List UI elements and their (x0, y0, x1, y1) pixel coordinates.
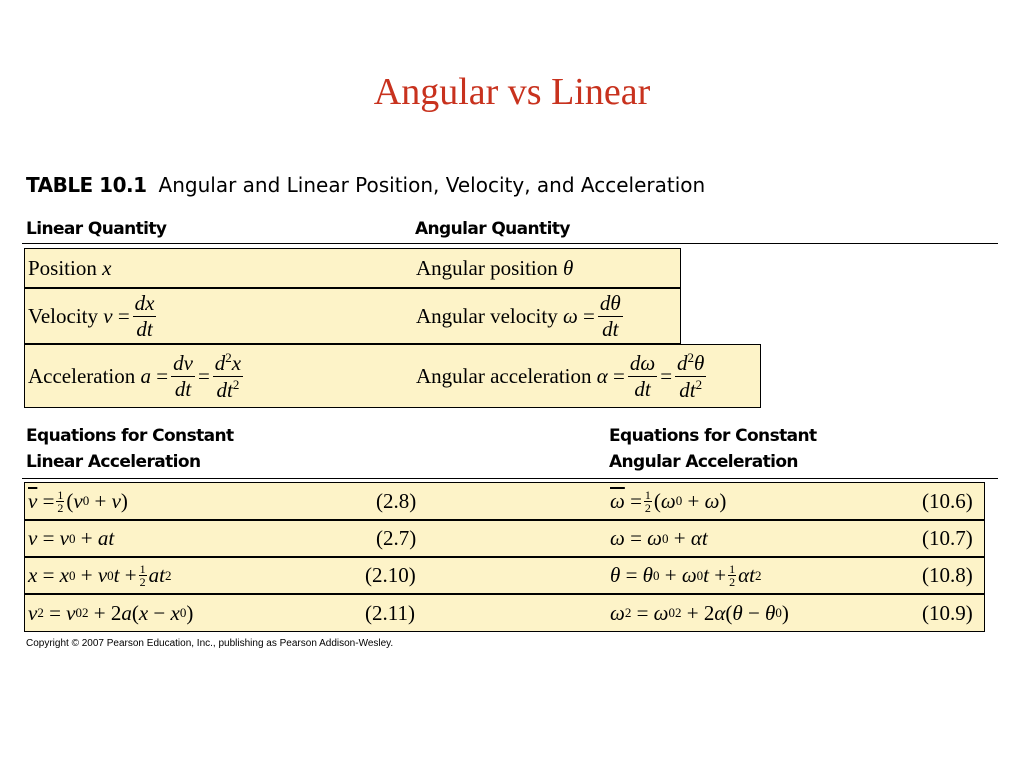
angular-eq-velocity-squared: ω 2 = ω 0 2 + 2 α ( θ − θ 0 ) (610, 600, 789, 625)
equation-row-2 (24, 520, 985, 557)
angular-eq-number: (10.9) (922, 600, 973, 625)
angular-eq-position: θ = θ 0 + ω 0 t + 1 2 αt 2 (610, 562, 762, 589)
linear-eq-average-velocity: $\overline{v}$ = 1 2 ( v 0 + v ) (28, 487, 128, 515)
quantity-row-position (24, 248, 681, 288)
equation-row-1 (24, 482, 985, 520)
linear-eq-velocity: v = v 0 + at (28, 526, 115, 550)
equation-row-4 (24, 594, 985, 632)
table-caption-text: Angular and Linear Position, Velocity, and Acceleration (158, 173, 706, 197)
linear-acceleration-cell: Acceleration a = $\frac{dv}{dt}$ = $\frac{d^2x}{dt^2}$ (28, 350, 242, 402)
angular-eq-number: (10.6) (922, 488, 973, 513)
angular-eq-average-velocity: $\overline{\omega}$ = 1 2 ( ω 0 + ω ) (610, 487, 727, 515)
copyright-notice: Copyright © 2007 Pearson Education, Inc., publishing as Pearson Addison-Wesley. (26, 638, 394, 649)
angular-eq-number: (10.7) (922, 526, 973, 550)
angular-position-cell: Angular position θ (416, 255, 574, 280)
linear-equations-header-line2: Linear Acceleration (26, 452, 201, 472)
header-rule (22, 243, 998, 244)
angular-acceleration-cell: Angular acceleration α = $\frac{d\omega}{dt}$ = $\frac{d^2\theta}{dt^2}$ (416, 350, 705, 402)
linear-equations-header-line1: Equations for Constant (26, 426, 234, 446)
linear-eq-number: (2.8) (376, 488, 417, 513)
equations-rule (22, 478, 998, 479)
linear-eq-number: (2.10) (365, 563, 416, 587)
slide-title: Angular vs Linear (373, 71, 651, 113)
angular-quantity-header: Angular Quantity (415, 219, 570, 239)
linear-eq-number: (2.7) (376, 526, 417, 550)
quantity-row-acceleration (24, 344, 761, 408)
linear-velocity-cell: Velocity v = $\frac{dx}{dt}$ (28, 291, 155, 341)
quantity-row-velocity (24, 288, 681, 344)
linear-quantity-header: Linear Quantity (26, 219, 167, 239)
angular-velocity-cell: Angular velocity ω = $\frac{d\theta}{dt}$ (416, 291, 621, 341)
angular-eq-velocity: ω = ω 0 + αt (610, 526, 708, 550)
table-caption (26, 173, 705, 197)
linear-position-cell: Position x (28, 255, 112, 280)
linear-eq-number: (2.11) (365, 600, 415, 625)
angular-equations-header-line1: Equations for Constant (609, 426, 817, 446)
angular-equations-header-line2: Angular Acceleration (609, 452, 798, 472)
equation-row-3 (24, 557, 985, 594)
table-number: TABLE 10.1 (26, 173, 147, 197)
linear-eq-position: x = x 0 + v 0 t + 1 2 at 2 (28, 562, 172, 589)
angular-eq-number: (10.8) (922, 563, 973, 587)
linear-eq-velocity-squared: v 2 = v 0 2 + 2 a ( x − x 0 ) (28, 600, 194, 625)
linear-equations-header (26, 423, 234, 475)
angular-equations-header (609, 423, 817, 475)
